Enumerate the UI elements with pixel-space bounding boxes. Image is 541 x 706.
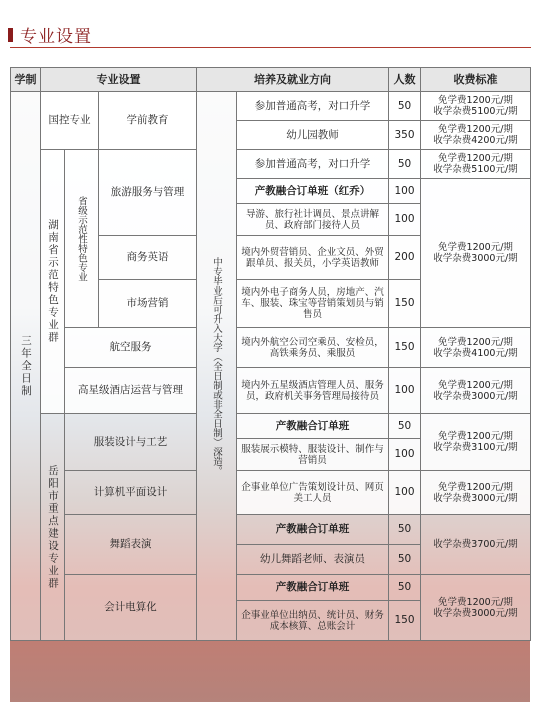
count-cell: 50 <box>389 515 421 545</box>
table-row <box>11 414 531 439</box>
count-cell: 50 <box>389 414 421 439</box>
fee-cell: 免学费1200元/期 收学杂费3000元/期 <box>421 471 531 515</box>
col-major: 专业设置 <box>41 68 197 92</box>
fee-cell: 免学费1200元/期 收学杂费3100元/期 <box>421 414 531 471</box>
section-title: 专业设置 <box>20 27 92 47</box>
direction-cell: 产教融合订单班 <box>237 515 389 545</box>
direction-cell: 幼儿舞蹈老师、表演员 <box>237 545 389 575</box>
guokong-cell: 国控专业 <box>41 92 99 150</box>
direction-cell: 幼儿园教师 <box>237 121 389 150</box>
header-row <box>11 68 531 92</box>
major-cell: 航空服务 <box>65 328 197 368</box>
fee-cell: 免学费1200元/期 收学杂费3000元/期 <box>421 368 531 414</box>
count-cell: 50 <box>389 545 421 575</box>
direction-cell: 导游、旅行社计调员、景点讲解员、政府部门接待人员 <box>237 204 389 236</box>
table-row <box>11 368 531 414</box>
direction-cell: 境内外电子商务人员，房地产、汽车、服装、珠宝等营销策划员与销售员 <box>237 280 389 328</box>
count-cell: 150 <box>389 601 421 641</box>
fee-cell: 免学费1200元/期 收学杂费3000元/期 <box>421 575 531 641</box>
upgrade-note: 中专毕业后可升入大学（全日制或非全日制）深造。 <box>197 92 237 641</box>
direction-cell: 产教融合订单班 <box>237 575 389 601</box>
major-cell: 市场营销 <box>99 280 197 328</box>
count-cell: 350 <box>389 121 421 150</box>
table-row <box>11 515 531 545</box>
table-row <box>11 150 531 179</box>
major-cell: 高星级酒店运营与管理 <box>65 368 197 414</box>
majors-table <box>10 67 531 641</box>
table-row <box>11 471 531 515</box>
col-count: 人数 <box>389 68 421 92</box>
direction-cell: 产教融合订单班（红乔） <box>237 179 389 204</box>
fee-cell: 免学费1200元/期 收学杂费5100元/期 <box>421 92 531 121</box>
count-cell: 50 <box>389 150 421 179</box>
major-cell: 旅游服务与管理 <box>99 150 197 236</box>
direction-cell: 产教融合订单班 <box>237 414 389 439</box>
direction-cell: 境内外航空公司空乘员、安检员，高铁乘务员、乘服员 <box>237 328 389 368</box>
fee-cell: 收学杂费3700元/期 <box>421 515 531 575</box>
count-cell: 100 <box>389 179 421 204</box>
col-direction: 培养及就业方向 <box>197 68 389 92</box>
major-cell: 会计电算化 <box>65 575 197 641</box>
major-cell: 计算机平面设计 <box>65 471 197 515</box>
count-cell: 100 <box>389 471 421 515</box>
major-cell: 商务英语 <box>99 236 197 280</box>
header-rule <box>10 47 531 48</box>
yueyang-category: 岳阳市重点建设专业群 <box>41 414 65 641</box>
section-header <box>0 0 541 52</box>
direction-cell: 境内外贸营销员、企业文员、外贸跟单员、报关员，小学英语教师 <box>237 236 389 280</box>
table-row <box>11 575 531 601</box>
fee-cell: 免学费1200元/期 收学杂费3000元/期 <box>421 179 531 328</box>
direction-cell: 服装展示模特、服装设计、制作与营销员 <box>237 439 389 471</box>
count-cell: 100 <box>389 204 421 236</box>
count-cell: 50 <box>389 92 421 121</box>
major-cell: 服装设计与工艺 <box>65 414 197 471</box>
col-xuezhi: 学制 <box>11 68 41 92</box>
major-cell: 舞蹈表演 <box>65 515 197 575</box>
title-marker <box>8 28 13 42</box>
count-cell: 100 <box>389 439 421 471</box>
xuezhi-cell: 三年全日制 <box>11 92 41 641</box>
count-cell: 50 <box>389 575 421 601</box>
table-row <box>11 92 531 121</box>
shengji-category: 省级示范性特色专业 <box>65 150 99 328</box>
col-fee: 收费标准 <box>421 68 531 92</box>
major-cell: 学前教育 <box>99 92 197 150</box>
direction-cell: 参加普通高考，对口升学 <box>237 150 389 179</box>
direction-cell: 企事业单位出纳员、统计员、财务成本核算、总账会计 <box>237 601 389 641</box>
hunan-category: 湖南省示范特色专业群 <box>41 150 65 414</box>
count-cell: 150 <box>389 280 421 328</box>
count-cell: 100 <box>389 368 421 414</box>
fee-cell: 免学费1200元/期 收学杂费5100元/期 <box>421 150 531 179</box>
count-cell: 200 <box>389 236 421 280</box>
direction-cell: 境内外五星级酒店管理人员、服务员，政府机关事务管理局接待员 <box>237 368 389 414</box>
direction-cell: 企事业单位广告策划设计员、网页美工人员 <box>237 471 389 515</box>
table-row <box>11 328 531 368</box>
fee-cell: 免学费1200元/期 收学杂费4200元/期 <box>421 121 531 150</box>
fee-cell: 免学费1200元/期 收学杂费4100元/期 <box>421 328 531 368</box>
count-cell: 150 <box>389 328 421 368</box>
direction-cell: 参加普通高考，对口升学 <box>237 92 389 121</box>
